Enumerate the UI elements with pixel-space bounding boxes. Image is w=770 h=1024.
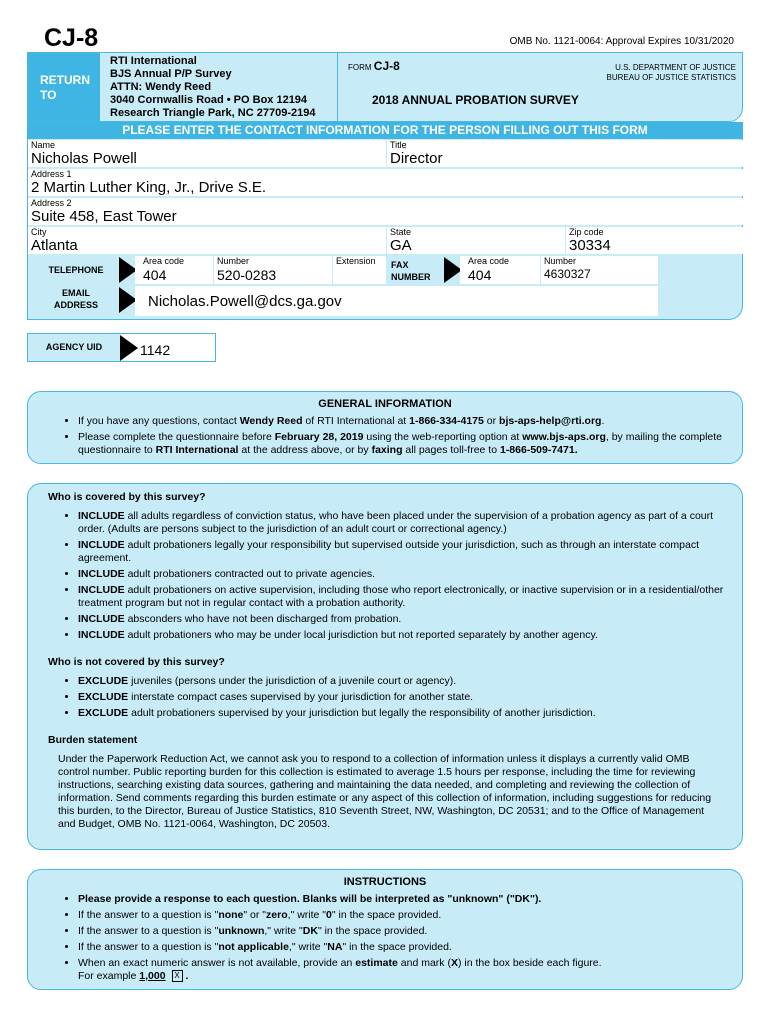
general-info-title: GENERAL INFORMATION (318, 398, 452, 410)
address-line: RTI International (110, 55, 197, 67)
text: absconders who have not been discharged from probation. (124, 613, 402, 625)
fax-label (387, 259, 441, 283)
exclude-word: EXCLUDE (78, 675, 129, 687)
fax-label-line1: FAX (391, 260, 409, 270)
text: If the answer to a question is " (78, 941, 219, 953)
text: adult probationers contracted out to private agencies. (124, 568, 376, 580)
form-label-text: FORM (348, 63, 372, 72)
list-item (78, 925, 742, 938)
text: of RTI International at (302, 415, 410, 427)
help-phone: 1-866-334-4175 (409, 415, 484, 427)
address1-label: Address 1 (31, 169, 72, 179)
list-item (78, 691, 742, 704)
help-email-link[interactable]: bjs-aps-help@rti.org (499, 415, 602, 427)
name-field[interactable] (28, 140, 386, 167)
return-header (27, 52, 743, 122)
text: zero (266, 909, 288, 921)
fax-area-code-field[interactable] (460, 256, 540, 284)
list-item (78, 539, 742, 565)
city-label: City (31, 227, 47, 237)
estimate-checkbox-icon: X (172, 970, 183, 982)
state-value: GA (390, 237, 412, 254)
text: DK (302, 925, 318, 937)
email-label-line1: EMAIL (62, 288, 90, 298)
telephone-label: TELEPHONE (48, 265, 104, 275)
zip-field[interactable] (566, 227, 743, 254)
include-word: INCLUDE (78, 539, 125, 551)
text: all adults regardless of conviction status, who have been placed under the supervision of a probation agency as part of a court order. (Adults are persons subject to the jurisdiction of an adult court or correctional agency.) (78, 510, 714, 535)
area-code-label: Area code (143, 256, 185, 266)
address-line: 3040 Cornwallis Road • PO Box 12194 (110, 94, 308, 106)
text: and mark ( (397, 957, 451, 969)
email-value: Nicholas.Powell@dcs.ga.gov (148, 293, 342, 310)
text: ," write " (287, 909, 327, 921)
name-value: Nicholas Powell (31, 150, 137, 167)
list-item (78, 613, 742, 626)
address1-value: 2 Martin Luther King, Jr., Drive S.E. (31, 179, 267, 196)
department-name (607, 63, 737, 83)
form-code: CJ-8 (373, 59, 400, 73)
include-word: INCLUDE (78, 613, 125, 625)
address-line: Research Triangle Park, NC 27709-2194 (110, 107, 316, 119)
return-address (110, 55, 315, 120)
list-item (78, 893, 742, 906)
text: When an exact numeric answer is not available, provide an (78, 957, 356, 969)
exclude-word: EXCLUDE (78, 691, 129, 703)
list-item (78, 941, 742, 954)
phone-extension-field[interactable] (333, 256, 386, 284)
list-item (78, 584, 742, 610)
instructions-title: INSTRUCTIONS (343, 876, 427, 888)
agency-uid-box (27, 333, 216, 362)
text: at the address above, or by (238, 444, 372, 456)
text: . (601, 415, 605, 427)
list-item (78, 629, 742, 642)
zip-label: Zip code (569, 227, 604, 237)
form-id: CJ-8 (44, 24, 99, 52)
contact-name: Wendy Reed (239, 415, 303, 427)
address2-value: Suite 458, East Tower (31, 208, 177, 225)
instructions-panel (27, 869, 743, 990)
text: using the web-reporting option at (363, 431, 523, 443)
fax-area-code-value: 404 (468, 267, 492, 283)
fax-number-label: Number (544, 256, 577, 266)
agency-uid-value[interactable]: 1142 (140, 342, 171, 358)
number-label: Number (217, 256, 250, 266)
state-label: State (390, 227, 412, 237)
fax-area-code-label: Area code (468, 256, 510, 266)
text: adult probationers supervised by your jurisdiction but legally the responsibility of another jurisdiction. (128, 707, 596, 719)
faxing-word: faxing (371, 444, 403, 456)
text: . (185, 970, 189, 982)
text: all pages toll-free to (402, 444, 500, 456)
text: " in the space provided. (342, 941, 452, 953)
department-line: BUREAU OF JUSTICE STATISTICS (606, 73, 736, 82)
text: adult probationers on active supervision, including those who report electronically, or inactive supervision or in a residential/other treatment program but not in regular contact with a probation authority. (78, 584, 724, 609)
list-item (78, 568, 742, 581)
address2-field[interactable] (28, 198, 743, 225)
text: If you have any questions, contact (78, 415, 240, 427)
city-value: Atlanta (31, 237, 78, 254)
email-field[interactable] (135, 286, 658, 316)
text: " in the space provided. (317, 925, 428, 937)
title-field[interactable] (387, 140, 743, 167)
address2-label: Address 2 (31, 198, 72, 208)
list-item (78, 707, 742, 720)
city-field[interactable] (28, 227, 386, 254)
web-reporting-link[interactable]: www.bjs-aps.org (522, 431, 606, 443)
address-line: ATTN: Wendy Reed (110, 81, 212, 93)
include-word: INCLUDE (78, 584, 125, 596)
text: or (483, 415, 500, 427)
text: juveniles (persons under the jurisdiction of a juvenile court or agency). (128, 675, 457, 687)
text: not applicable (218, 941, 289, 953)
department-line: U.S. DEPARTMENT OF JUSTICE (615, 63, 736, 72)
fax-label-line2: NUMBER (391, 272, 431, 282)
omb-approval: OMB No. 1121-0064: Approval Expires 10/31/2020 (509, 36, 734, 47)
text: " or " (243, 909, 267, 921)
return-to-label (28, 53, 100, 121)
rti-name: RTI International (155, 444, 239, 456)
text: For example (78, 970, 140, 982)
general-information-panel (27, 391, 743, 464)
address1-field[interactable] (28, 169, 743, 196)
phone-area-code-value: 404 (143, 267, 167, 283)
phone-number-field[interactable] (214, 256, 332, 284)
fax-number-value: 4630327 (544, 267, 591, 281)
include-word: INCLUDE (78, 568, 125, 580)
contact-grid (27, 139, 743, 320)
return-label-line1: RETURN (40, 73, 90, 87)
text: none (218, 909, 244, 921)
text: unknown (218, 925, 265, 937)
contact-banner: PLEASE ENTER THE CONTACT INFORMATION FOR THE PERSON FILLING OUT THIS FORM (27, 122, 743, 139)
text: NA (327, 941, 343, 953)
extension-label: Extension (336, 256, 376, 266)
text: If the answer to a question is " (78, 925, 219, 937)
text: ) in the box beside each figure. (457, 957, 602, 969)
list-item (78, 415, 742, 428)
state-field[interactable] (387, 227, 565, 254)
form-label (348, 59, 400, 73)
text: X (450, 957, 458, 969)
name-label: Name (31, 140, 56, 150)
text: adult probationers who may be under local jurisdiction but not reported separately by another agency. (124, 629, 598, 641)
email-label (34, 287, 118, 311)
title-value: Director (390, 150, 443, 167)
exclude-word: EXCLUDE (78, 707, 129, 719)
not-covered-title: Who is not covered by this survey? (48, 656, 225, 668)
due-date: February 28, 2019 (274, 431, 364, 443)
address-line: BJS Annual P/P Survey (110, 68, 232, 80)
list-item (78, 675, 742, 688)
fax-tollfree: 1-866-509-7471. (499, 444, 578, 456)
fax-number-field[interactable] (541, 256, 658, 284)
text: Please complete the questionnaire before (78, 431, 275, 443)
title-label: Title (390, 140, 407, 150)
text: adult probationers legally your responsibility but supervised outside your jurisdiction, such as through an interstate compact agreement. (78, 539, 699, 564)
zip-value: 30334 (569, 237, 611, 254)
coverage-panel (27, 483, 743, 850)
include-word: INCLUDE (78, 510, 125, 522)
covered-title: Who is covered by this survey? (48, 491, 206, 503)
arrow-right-icon (120, 335, 138, 361)
text: interstate compact cases supervised by your jurisdiction for another state. (128, 691, 474, 703)
phone-area-code-field[interactable] (135, 256, 213, 284)
text: ," write " (264, 925, 303, 937)
text: 0 (326, 909, 332, 921)
text: Please provide a response to each question. Blanks will be interpreted as "unknown" ("DK"). (78, 893, 542, 905)
burden-title: Burden statement (48, 734, 138, 746)
list-item (78, 957, 742, 983)
phone-number-value: 520-0283 (217, 267, 277, 283)
text: If the answer to a question is " (78, 909, 219, 921)
email-label-line2: ADDRESS (53, 300, 98, 310)
list-item (78, 431, 742, 457)
list-item (78, 909, 742, 922)
return-label-line2: TO (40, 88, 57, 102)
survey-title: 2018 ANNUAL PROBATION SURVEY (372, 93, 579, 107)
text: " in the space provided. (331, 909, 442, 921)
agency-uid-label: AGENCY UID (28, 334, 120, 361)
text: , by mailing the complete questionnaire to (78, 431, 723, 456)
text: ," write " (288, 941, 328, 953)
list-item (78, 510, 742, 536)
text: estimate (355, 957, 398, 969)
burden-text: Under the Paperwork Reduction Act, we cannot ask you to respond to a collection of information unless it displays a currently valid OMB control number. Public reporting burden for this collection is estimated to average 1.5 hours per response, including the time for reviewing instructions, searching existing data sources, gathering and maintaining the data needed, and completing and reviewing the collection of information. Send comments regarding this burden estimate or any aspect of this collection of information, including suggestions for reducing this burden, to the Director, Bureau of Justice Statistics, 810 Seventh Street, NW, Washington, DC 20531; and to the Office of Management and Budget, OMB No. 1121-0064, Washington, DC 20503. (58, 753, 712, 830)
example-value: 1,000 (139, 970, 166, 982)
include-word: INCLUDE (78, 629, 125, 641)
form-info-box (337, 53, 744, 121)
